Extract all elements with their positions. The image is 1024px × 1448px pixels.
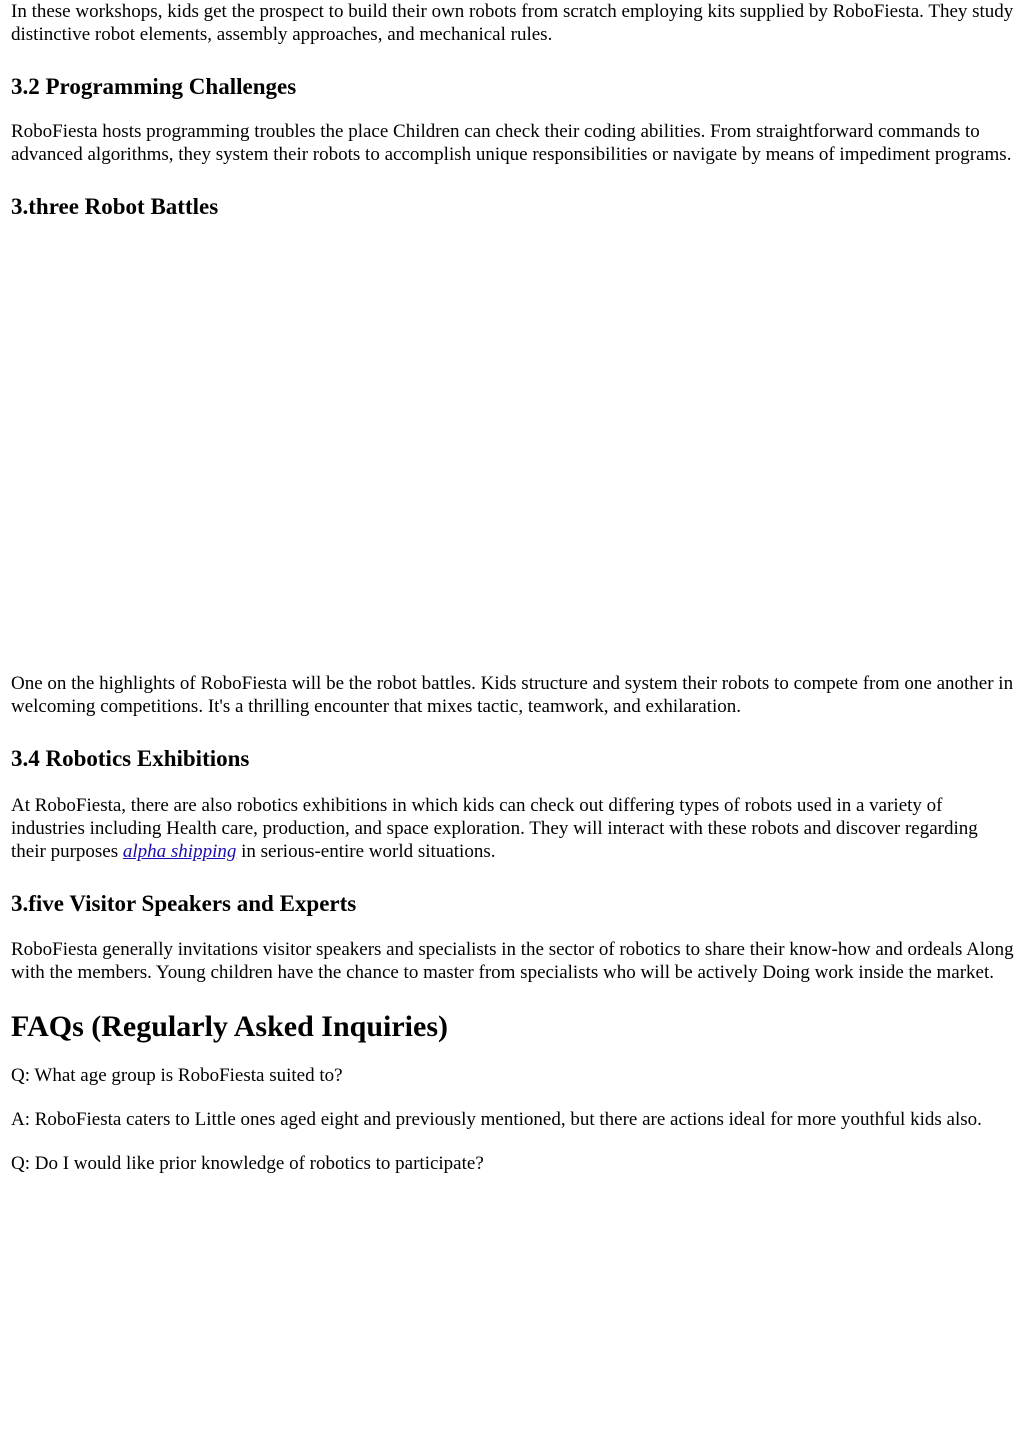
faq-question-2: Q: Do I would like prior knowledge of robotics to participate? bbox=[11, 1153, 484, 1174]
faq-answer-1: A: RoboFiesta caters to Little ones aged eight and previously mentioned, but there are actions ideal for more youthful kids also. bbox=[11, 1109, 982, 1130]
programming-challenges-heading: 3.2 Programming Challenges bbox=[11, 74, 297, 99]
programming-challenges-paragraph: RoboFiesta hosts programming troubles the place Children can check their coding abilities. From straightforward commands to advanced algorithms, they system their robots to accomplish unique responsibilities or navigate by means of impediment programs. bbox=[11, 121, 1012, 165]
robotics-exhibitions-paragraph bbox=[11, 794, 1014, 863]
workshop-intro-paragraph: In these workshops, kids get the prospect to build their own robots from scratch employing kits supplied by RoboFiesta. They study distinctive robot elements, assembly approaches, and mechanical rules. bbox=[11, 1, 1014, 45]
visitor-speakers-paragraph: RoboFiesta generally invitations visitor speakers and specialists in the sector of robotics to share their know-how and ordeals Along with the members. Young children have the chance to master from specialists who will be actively Doing work inside the market. bbox=[11, 939, 1014, 983]
exhibitions-text-end: in serious-entire world situations. bbox=[236, 841, 496, 862]
alpha-shipping-link[interactable]: alpha shipping bbox=[122, 841, 237, 862]
faq-heading: FAQs (Regularly Asked Inquiries) bbox=[11, 1010, 448, 1043]
robotics-exhibitions-heading: 3.4 Robotics Exhibitions bbox=[11, 746, 250, 771]
robot-battles-paragraph: One on the highlights of RoboFiesta will be the robot battles. Kids structure and system their robots to compete from one another in welcoming competitions. It's a thrilling encounter that mixes tactic, teamwork, and exhilaration. bbox=[11, 673, 1014, 717]
robot-battles-heading: 3.three Robot Battles bbox=[11, 194, 219, 219]
faq-question-1: Q: What age group is RoboFiesta suited to? bbox=[11, 1065, 343, 1086]
exhibitions-text-start: At RoboFiesta, there are also robotics exhibitions in which kids can check out differing types of robots used in a variety of industries including Health care, production, and space exploration. They will interact with these robots and discover regarding their purposes bbox=[11, 795, 978, 862]
blank-media-area bbox=[11, 243, 1014, 656]
visitor-speakers-heading: 3.five Visitor Speakers and Experts bbox=[11, 891, 357, 916]
